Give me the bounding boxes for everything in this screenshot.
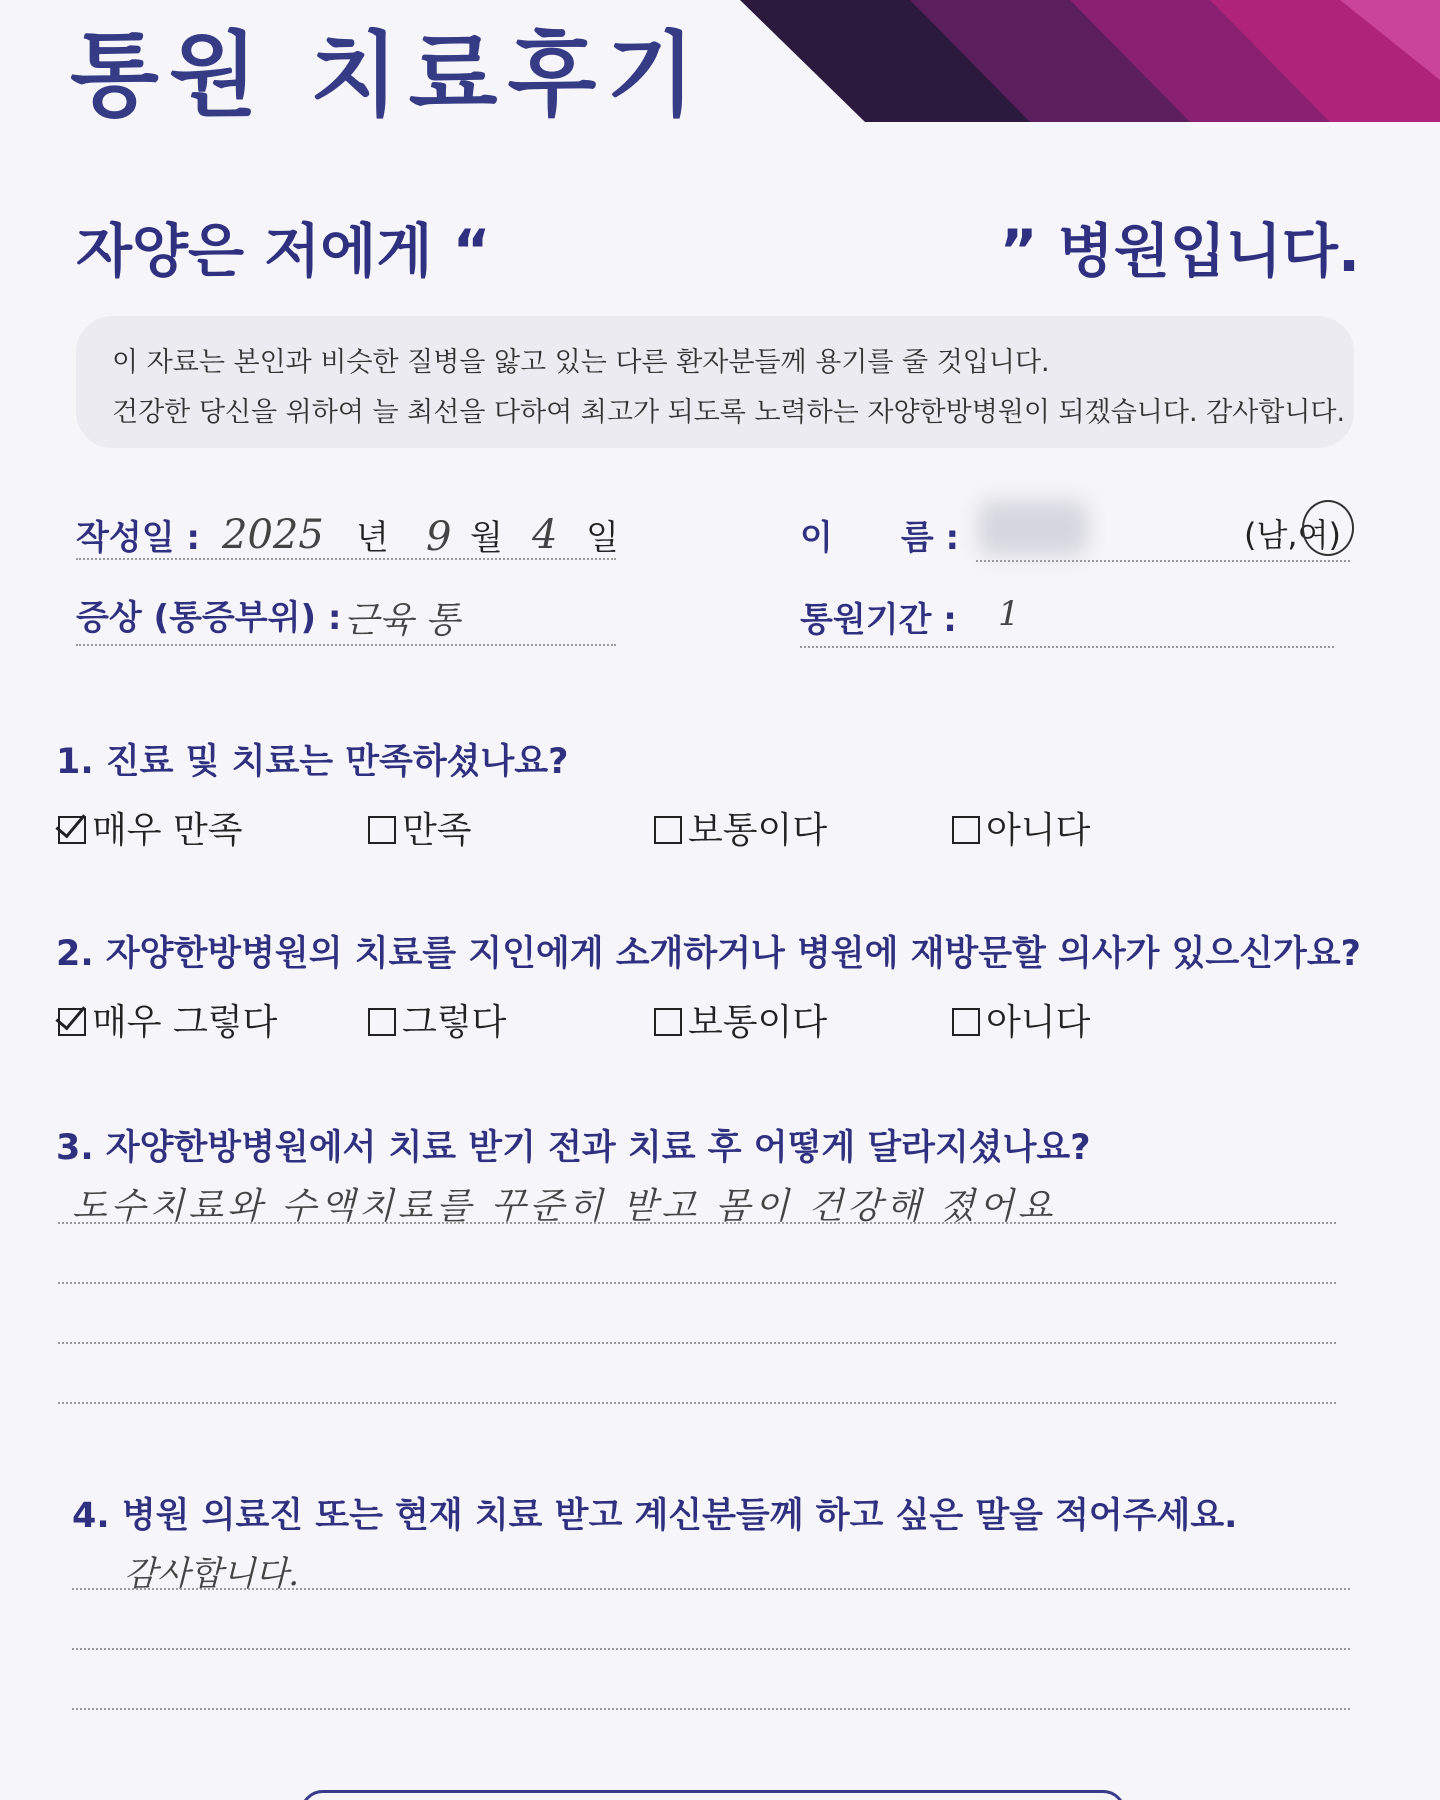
question-3: 3. 자양한방병원에서 치료 받기 전과 치료 후 어떻게 달라지셨나요? xyxy=(56,1128,1091,1168)
symptom-value[interactable]: 근육 통 xyxy=(344,600,460,641)
intro-line-2: 건강한 당신을 위하여 늘 최선을 다하여 최고가 되도록 노력하는 자양한방병원이 되겠습니다. 감사합니다. xyxy=(112,397,1346,428)
question-4: 4. 병원 의료진 또는 현재 치료 받고 계신분들께 하고 싶은 말을 적어주세요. xyxy=(72,1496,1238,1536)
intro-line-1: 이 자료는 본인과 비슷한 질병을 앓고 있는 다른 환자분들께 용기를 줄 것입니다. xyxy=(112,347,1050,378)
q4-line-3 xyxy=(72,1708,1350,1710)
gender-selected-circle xyxy=(1302,500,1354,556)
day-unit: 일 xyxy=(586,518,619,558)
checkbox-icon[interactable] xyxy=(368,816,396,844)
gender-label[interactable]: (남,여) xyxy=(1244,516,1341,554)
q1-option-normal[interactable]: 보통이다 xyxy=(654,802,827,853)
period-underline xyxy=(800,646,1334,648)
page-title: 통원 치료후기 xyxy=(70,22,706,129)
intro-box xyxy=(76,316,1354,448)
slogan-right: ” 병원입니다. xyxy=(999,217,1360,285)
period-value[interactable]: 1 xyxy=(998,594,1020,634)
q3-answer[interactable]: 도수치료와 수액치료를 꾸준히 받고 몸이 건강해 졌어요 xyxy=(72,1186,1057,1227)
q3-line-4 xyxy=(58,1402,1336,1404)
q4-line-2 xyxy=(72,1648,1350,1650)
day-value[interactable]: 4 xyxy=(532,512,558,558)
name-value-redacted xyxy=(978,500,1088,556)
q3-line-2 xyxy=(58,1282,1336,1284)
name-label: 이 름 : xyxy=(800,518,960,558)
checkbox-icon[interactable] xyxy=(952,1008,980,1036)
q1-option-very-satisfied[interactable]: 매우 만족 xyxy=(58,802,243,853)
checked-checkbox-icon[interactable] xyxy=(58,816,86,844)
q4-line-1 xyxy=(72,1588,1350,1590)
date-underline xyxy=(76,558,616,560)
month-unit: 월 xyxy=(470,518,503,558)
q4-answer[interactable]: 감사합니다. xyxy=(124,1554,300,1594)
q1-option-satisfied[interactable]: 만족 xyxy=(368,802,472,853)
bottom-decoration xyxy=(300,1790,1126,1800)
checked-checkbox-icon[interactable] xyxy=(58,1008,86,1036)
checkbox-icon[interactable] xyxy=(952,816,980,844)
year-unit: 년 xyxy=(356,518,389,558)
q2-option-no[interactable]: 아니다 xyxy=(952,994,1090,1045)
period-label: 통원기간 : xyxy=(800,600,957,640)
name-underline xyxy=(976,560,1350,562)
q2-option-normal[interactable]: 보통이다 xyxy=(654,994,827,1045)
q2-option-yes[interactable]: 그렇다 xyxy=(368,994,506,1045)
symptom-label: 증상 (통증부위) : xyxy=(76,598,342,638)
slogan-left: 자양은 저에게 “ xyxy=(76,217,491,285)
checkbox-icon[interactable] xyxy=(368,1008,396,1036)
q1-option-no[interactable]: 아니다 xyxy=(952,802,1090,853)
q3-line-3 xyxy=(58,1342,1336,1344)
date-label: 작성일 : xyxy=(76,518,200,558)
checkbox-icon[interactable] xyxy=(654,816,682,844)
q2-option-very-yes[interactable]: 매우 그렇다 xyxy=(58,994,277,1045)
question-2: 2. 자양한방병원의 치료를 지인에게 소개하거나 병원에 재방문할 의사가 있으신가요? xyxy=(56,934,1361,974)
symptom-underline xyxy=(76,644,616,646)
month-value[interactable]: 9 xyxy=(426,514,452,560)
header-banner xyxy=(740,0,1440,122)
q3-line-1 xyxy=(58,1222,1336,1224)
question-1: 1. 진료 및 치료는 만족하셨나요? xyxy=(56,742,569,782)
year-value[interactable]: 2025 xyxy=(222,512,324,558)
checkbox-icon[interactable] xyxy=(654,1008,682,1036)
